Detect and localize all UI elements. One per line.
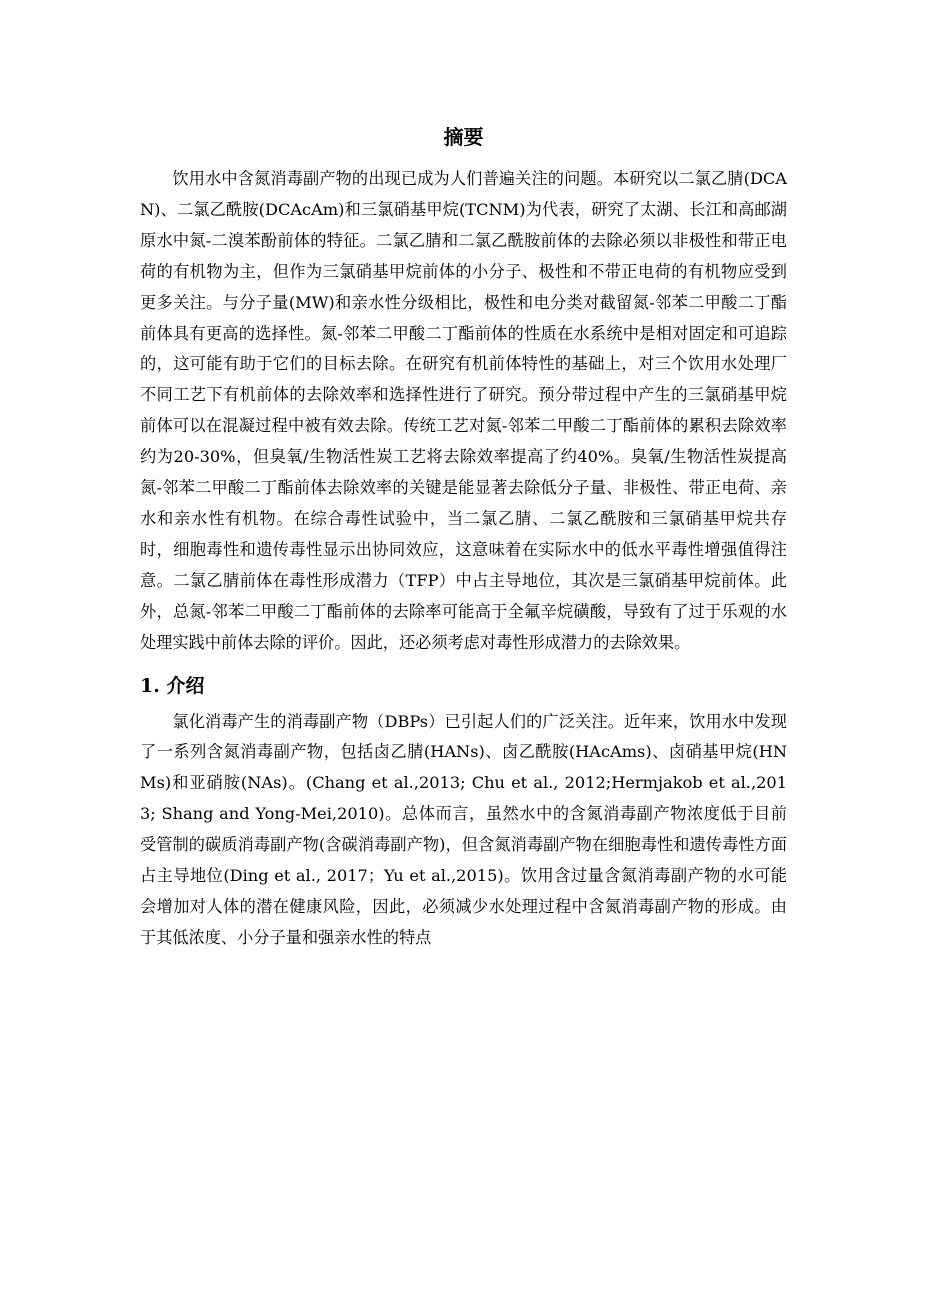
- abstract-paragraph: 饮用水中含氮消毒副产物的出现已成为人们普遍关注的问题。本研究以二氯乙腈(DCAN)、二氯乙酰胺(DCAcAm)和三氯硝基甲烷(TCNM)为代表，研究了太湖、长江和高邮湖原水中氮-二溴苯酚前体的特征。二氯乙腈和二氯乙酰胺前体的去除必须以非极性和带正电荷的有机物为主，但作为三氯硝基甲烷前体的小分子、极性和不带正电荷的有机物应受到更多关注。与分子量(MW)和亲水性分级相比，极性和电分类对截留氮-邻苯二甲酸二丁酯前体具有更高的选择性。氮-邻苯二甲酸二丁酯前体的性质在水系统中是相对固定和可追踪的，这可能有助于它们的目标去除。在研究有机前体特性的基础上，对三个饮用水处理厂不同工艺下有机前体的去除效率和选择性进行了研究。预分带过程中产生的三氯硝基甲烷前体可以在混凝过程中被有效去除。传统工艺对氮-邻苯二甲酸二丁酯前体的累积去除效率约为20-30%，但臭氧/生物活性炭工艺将去除效率提高了约40%。臭氧/生物活性炭提高氮-邻苯二甲酸二丁酯前体去除效率的关键是能显著去除低分子量、非极性、带正电荷、亲水和亲水性有机物。在综合毒性试验中，当二氯乙腈、二氯乙酰胺和三氯硝基甲烷共存时，细胞毒性和遗传毒性显示出协同效应，这意味着在实际水中的低水平毒性增强值得注意。二氯乙腈前体在毒性形成潜力（TFP）中占主导地位，其次是三氯硝基甲烷前体。此外，总氮-邻苯二甲酸二丁酯前体的去除率可能高于全氟辛烷磺酸，导致有了过于乐观的水处理实践中前体去除的评价。因此，还必须考虑对毒性形成潜力的去除效果。: [140, 169, 787, 652]
- section-heading-introduction: 1. 介绍: [140, 674, 205, 697]
- introduction-paragraph: 氯化消毒产生的消毒副产物（DBPs）已引起人们的广泛关注。近年来，饮用水中发现了一系列含氮消毒副产物，包括卤乙腈(HANs)、卤乙酰胺(HAcAms)、卤硝基甲烷(HNMs)和亚硝胺(NAs)。(Chang et al.,2013; Chu et al., 2012;Hermjakob et al.,2013; Shang and Yong-Mei,2010)。总体而言，虽然水中的含氮消毒副产物浓度低于目前受管制的碳质消毒副产物(含碳消毒副产物)，但含氮消毒副产物在细胞毒性和遗传毒性方面占主导地位(Ding et al., 2017；Yu et al.,2015)。饮用含过量含氮消毒副产物的水可能会增加对人体的潜在健康风险，因此，必须减少水处理过程中含氮消毒副产物的形成。由于其低浓度、小分子量和强亲水性的特点: [140, 711, 787, 947]
- document-page: [140, 120, 787, 954]
- abstract-title: 摘要: [443, 125, 484, 149]
